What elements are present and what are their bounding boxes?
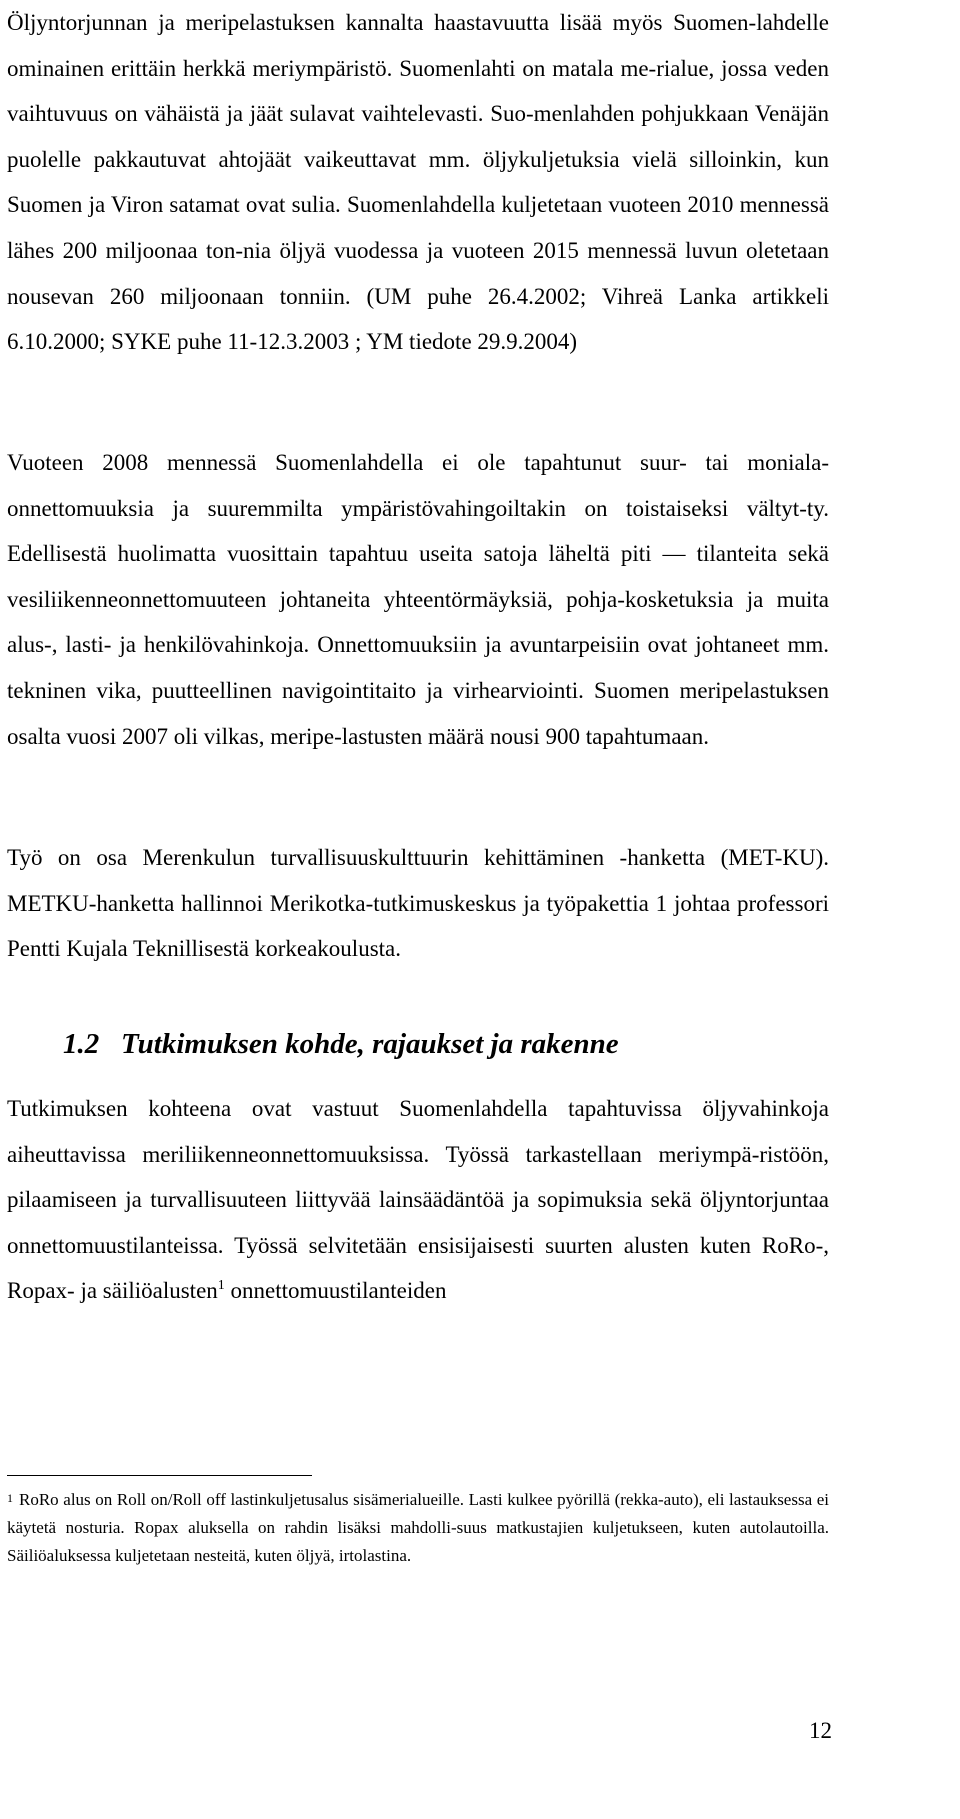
page-number: 12 <box>809 1718 832 1743</box>
footnote <box>7 1486 829 1571</box>
section-title: Tutkimuksen kohde, rajaukset ja rakenne <box>121 1028 619 1060</box>
footnote-reference: 1 <box>217 1278 225 1294</box>
paragraph-accident-history: Vuoteen 2008 mennessä Suomenlahdella ei ole tapahtunut suur- tai moniala-onnettomuuksia ja suuremmilta ympäristövahingoiltakin on toistaiseksi vältyt-ty. Edellisestä huolimatta vuosittain tapahtuu useita satoja läheltä piti — tilanteita sekä vesiliikenneonnettomuuteen johtaneita yhteentörmäyksiä, pohja-kosketuksia ja muita alus-, lasti- ja henkilövahinkoja. Onnettomuuksiin ja avuntarpeisiin ovat johtaneet mm. tekninen vika, puutteellinen navigointitaito ja virhearviointi. Suomen meripelastuksen osalta vuosi 2007 oli vilkas, meripe-lastusten määrä nousi 900 tapahtumaan. <box>7 450 829 749</box>
footnote-text: RoRo alus on Roll on/Roll off lastinkuljetusalus sisämerialueille. Lasti kulkee pyörillä (rekka-auto), eli lastauksessa ei käytetä nosturia. Ropax aluksella on rahdin lisäksi mahdolli-suus matkustajien kuljetukseen, kuten autolautoilla. Säiliöaluksessa kuljetetaan nesteitä, kuten öljyä, irtolastina. <box>7 1490 829 1566</box>
scope-text-end: onnettomuustilanteiden <box>224 1278 447 1304</box>
scope-text-start: Tutkimuksen kohteena ovat vastuut Suomenlahdella tapahtuvissa öljyvahinkoja aiheuttavissa meriliikenneonnettomuuksissa. Työssä tarkastellaan meriympä-ristöön, pilaamiseen ja turvallisuuteen liittyvää lainsäädäntöä ja sopimuksia sekä öljyntorjuntaa onnettomuustilanteissa. Työssä selvitetään ensisijaisesti suurten alusten kuten RoRo-, Ropax- ja säiliöalusten <box>7 1096 829 1304</box>
section-heading <box>7 1024 829 1064</box>
footnote-mark: 1 <box>7 1491 13 1505</box>
paragraph-research-scope <box>7 1086 829 1314</box>
paragraph-oil-spill-context: Öljyntorjunnan ja meripelastuksen kannalta haastavuutta lisää myös Suomen-lahdelle ominainen erittäin herkkä meriympäristö. Suomenlahti on matala me-rialue, jossa veden vaihtuvuus on vähäistä ja jäät sulavat vaihtelevasti. Suo-menlahden pohjukkaan Venäjän puolelle pakkautuvat ahtojäät vaikeuttavat mm. öljykuljetuksia vielä silloinkin, kun Suomen ja Viron satamat ovat sulia. Suomenlahdella kuljetetaan vuoteen 2010 mennessä lähes 200 miljoonaa ton-nia öljyä vuodessa ja vuoteen 2015 mennessä luvun oletetaan nousevan 260 miljoonaan tonniin. (UM puhe 26.4.2002; Vihreä Lanka artikkeli 6.10.2000; SYKE puhe 11-12.3.2003 ; YM tiedote 29.9.2004) <box>7 10 829 355</box>
section-number: 1.2 <box>63 1028 100 1060</box>
paragraph-project-info: Työ on osa Merenkulun turvallisuuskulttuurin kehittäminen -hanketta (MET-KU). METKU-hanketta hallinnoi Merikotka-tutkimuskeskus ja työpakettia 1 johtaa professori Pentti Kujala Teknillisestä korkeakoulusta. <box>7 845 829 962</box>
footnote-divider <box>7 1475 312 1476</box>
